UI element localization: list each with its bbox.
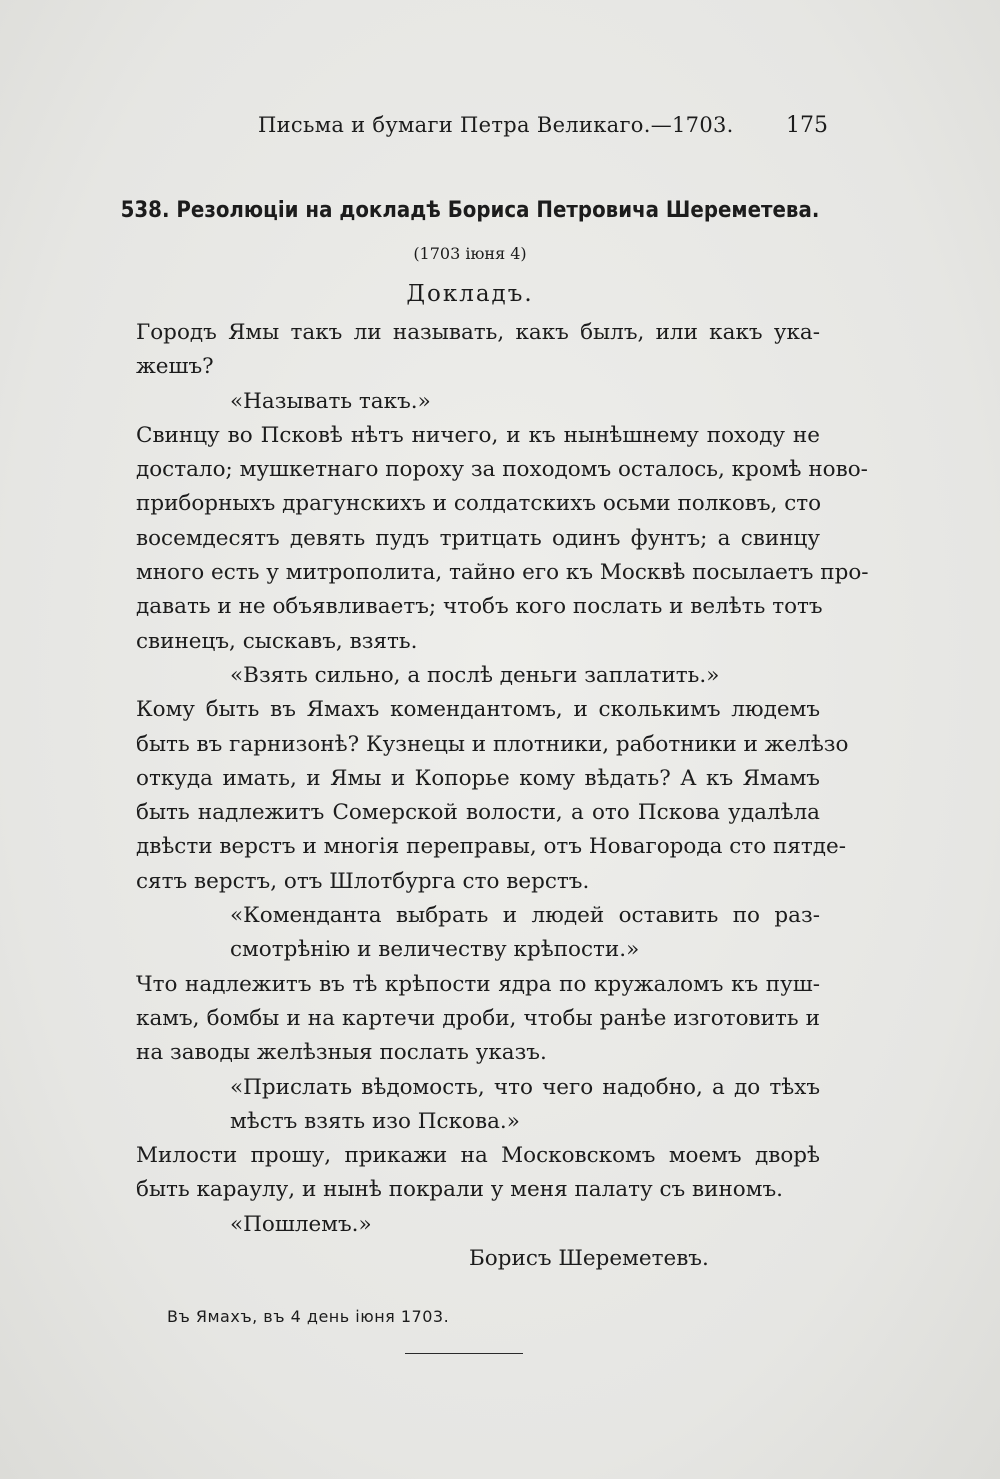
resolution-answer: [136, 1208, 820, 1242]
report-paragraph: [136, 419, 869, 659]
resolution-answer: [136, 1071, 820, 1140]
text-line: свинецъ, сыскавъ, взять.: [136, 628, 418, 654]
answer-line: «Прислать вѣдомость, что чего надобно, а до тѣхъ: [230, 1074, 820, 1100]
report-paragraph: [136, 968, 820, 1071]
end-rule-divider: [405, 1353, 523, 1354]
text-line: Свинцу во Псковѣ нѣтъ ничего, и къ нынѣшнему походу не: [136, 422, 820, 448]
document-title: [47, 198, 947, 223]
text-line: быть надлежитъ Сомерской волости, а ото Пскова удалѣла: [136, 800, 820, 826]
resolution-answer: [136, 659, 820, 693]
resolution-answer: [136, 899, 820, 968]
text-line: Милости прошу, прикажи на Московскомъ моемъ дворѣ: [136, 1143, 820, 1169]
answer-line: «Называть такъ.»: [230, 388, 431, 414]
report-paragraph: [136, 693, 849, 899]
report-paragraph: [136, 1139, 820, 1208]
text-line: быть въ гарнизонѣ? Кузнецы и плотники, работники и желѣзо: [136, 731, 849, 757]
page-header: [0, 113, 1000, 143]
answer-line: «Коменданта выбрать и людей оставить по раз-: [230, 903, 820, 929]
text-line: Городъ Ямы такъ ли называть, какъ былъ, или какъ ука-: [136, 320, 820, 345]
resolution-answer: [136, 385, 820, 419]
answer-line: «Взять сильно, а послѣ деньги заплатить.»: [230, 662, 720, 688]
text-line: много есть у митрополита, тайно его къ Москвѣ посылаетъ про-: [136, 560, 869, 586]
text-line: быть караулу, и нынѣ покрали у меня палату съ виномъ.: [136, 1177, 783, 1203]
section-heading: Докладъ.: [406, 281, 534, 307]
text-line: камъ, бомбы и на картечи дроби, чтобы ранѣе изготовить и: [136, 1005, 820, 1031]
running-title: Письма и бумаги Петра Великаго.—1703.: [258, 113, 734, 137]
report-paragraph: [136, 316, 820, 385]
document-title-text: 538. Резолюціи на докладѣ Бориса Петровича Шереметева.: [120, 198, 820, 223]
text-line: приборныхъ драгунскихъ и солдатскихъ осьми полковъ, сто: [136, 491, 822, 517]
text-line: Кому быть въ Ямахъ комендантомъ, и сколькимъ людемъ: [136, 697, 820, 723]
text-line: откуда имать, и Ямы и Копорье кому вѣдать? А къ Ямамъ: [136, 765, 820, 791]
answer-line: смотрѣнію и величеству крѣпости.»: [230, 937, 640, 963]
answer-line: мѣстъ взять изо Пскова.»: [230, 1108, 520, 1134]
page-number: 175: [786, 113, 828, 138]
answer-line: «Пошлемъ.»: [230, 1211, 372, 1237]
signature-block: [136, 1242, 820, 1276]
place-date-line: Въ Ямахъ, въ 4 день іюня 1703.: [167, 1307, 450, 1326]
text-line: жешъ?: [136, 354, 214, 380]
text-line: Что надлежитъ въ тѣ крѣпости ядра по кружаломъ къ пуш-: [136, 971, 820, 997]
text-line: давать и не объявливаетъ; чтобъ кого послать и велѣть тотъ: [136, 594, 823, 620]
text-line: сятъ верстъ, отъ Шлотбурга сто верстъ.: [136, 868, 590, 894]
document-date: (1703 іюня 4): [413, 244, 527, 263]
signature: Борисъ Шереметевъ.: [469, 1246, 709, 1272]
text-line: достало; мушкетнаго пороху за походомъ осталось, кромѣ ново-: [136, 457, 868, 483]
text-line: восемдесятъ девять пудъ тритцать одинъ фунтъ; а свинцу: [136, 525, 820, 551]
text-line: двѣсти верстъ и многія переправы, отъ Новагорода сто пятде-: [136, 834, 846, 860]
body-text: [136, 316, 869, 1276]
text-line: на заводы желѣзныя послать указъ.: [136, 1040, 547, 1066]
